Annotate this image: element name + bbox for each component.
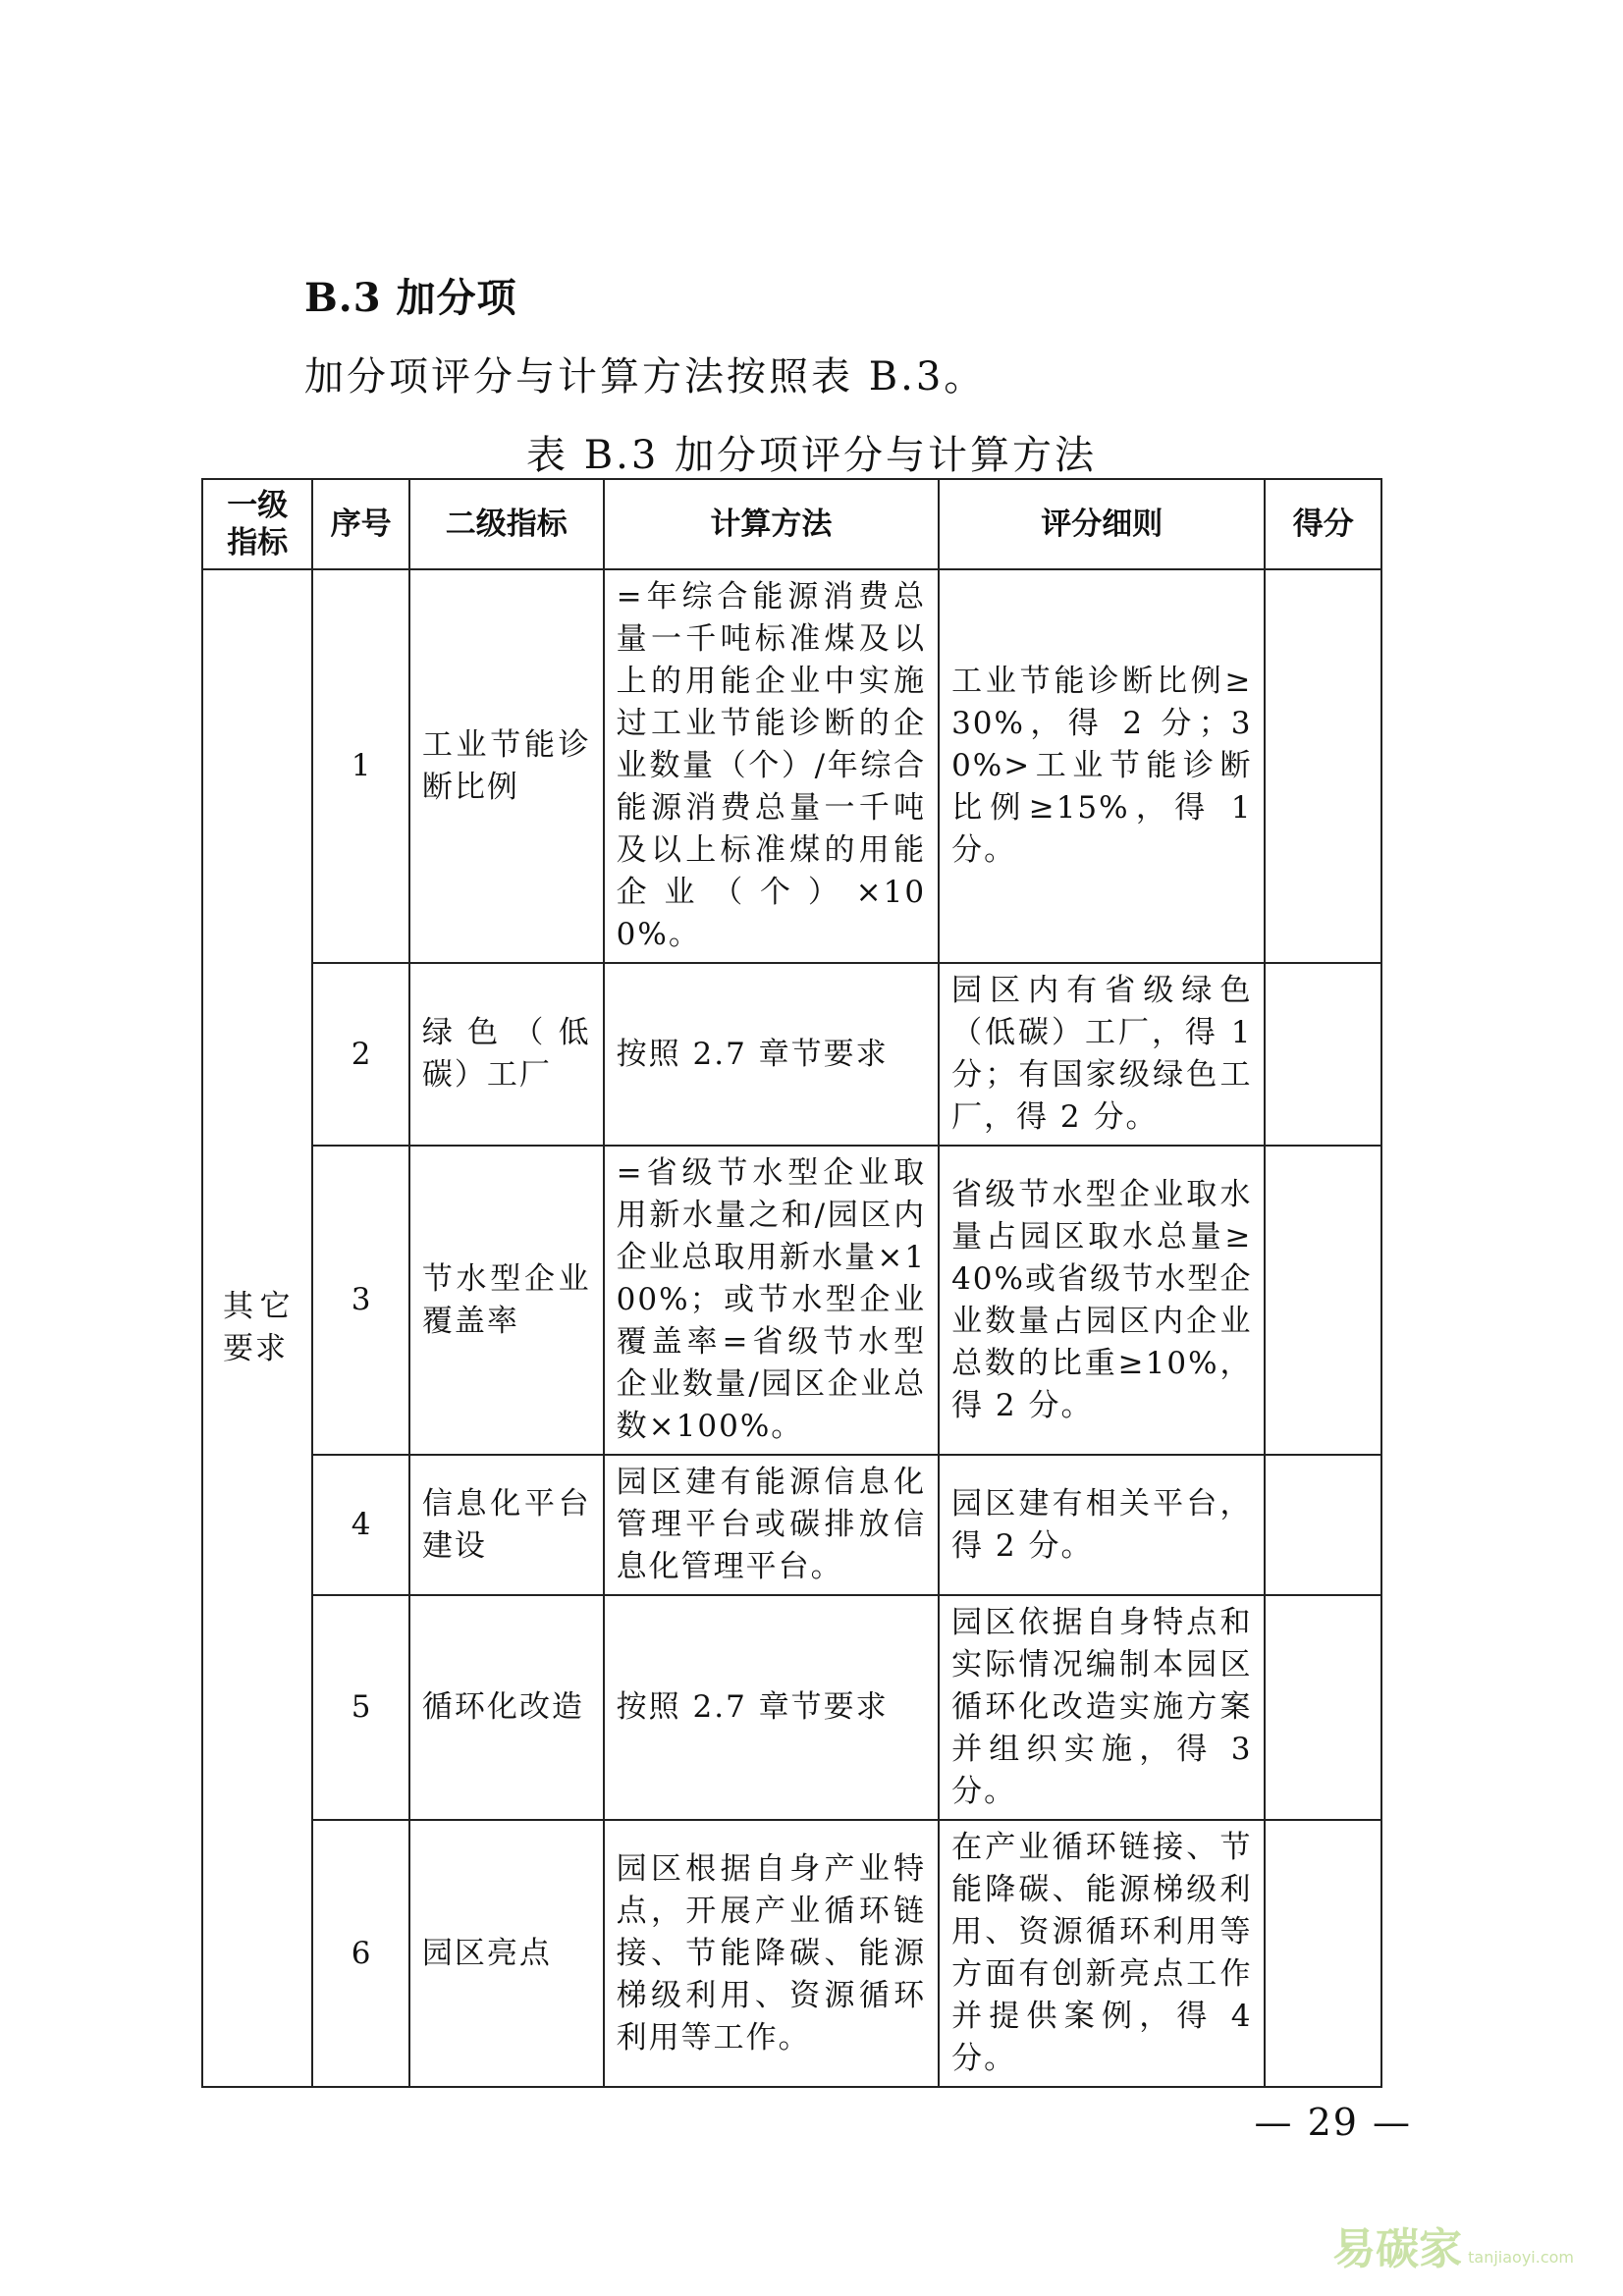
score-cell — [1265, 1146, 1381, 1455]
row-number: 4 — [312, 1455, 408, 1595]
score-cell — [1265, 1595, 1381, 1820]
score-cell — [1265, 569, 1381, 963]
scoring-rule: 园区建有相关平台，得 2 分。 — [939, 1455, 1265, 1595]
calculation-method: 园区根据自身产业特点，开展产业循环链接、节能降碳、能源梯级利用、资源循环利用等工作。 — [604, 1820, 939, 2087]
secondary-indicator: 循环化改造 — [409, 1595, 604, 1820]
row-number: 5 — [312, 1595, 408, 1820]
scoring-rule: 园区依据自身特点和实际情况编制本园区循环化改造实施方案并组织实施，得 3 分。 — [939, 1595, 1265, 1820]
header-score: 得分 — [1265, 479, 1381, 569]
header-rule: 评分细则 — [939, 479, 1265, 569]
scoring-table — [201, 478, 1382, 2088]
section-heading: B.3 加分项 — [304, 275, 517, 321]
first-level-indicator: 其它要求 — [202, 569, 312, 2087]
calculation-method: 按照 2.7 章节要求 — [604, 1595, 939, 1820]
row-number: 2 — [312, 963, 408, 1146]
page-number: — 29 — — [1254, 2101, 1412, 2144]
intro-paragraph: 加分项评分与计算方法按照表 B.3。 — [304, 354, 987, 400]
table-row — [202, 1455, 1381, 1595]
table-row — [202, 963, 1381, 1146]
scoring-rule: 园区内有省级绿色（低碳）工厂，得 1 分；有国家级绿色工厂，得 2 分。 — [939, 963, 1265, 1146]
table-row — [202, 1595, 1381, 1820]
table-row — [202, 1820, 1381, 2087]
calculation-method: 按照 2.7 章节要求 — [604, 963, 939, 1146]
scoring-rule: 在产业循环链接、节能降碳、能源梯级利用、资源循环利用等方面有创新亮点工作并提供案例，得 4 分。 — [939, 1820, 1265, 2087]
header-method: 计算方法 — [604, 479, 939, 569]
row-number: 1 — [312, 569, 408, 963]
table-header-row — [202, 479, 1381, 569]
score-cell — [1265, 963, 1381, 1146]
scoring-rule: 工业节能诊断比例≥30%，得 2 分；30%>工业节能诊断比例≥15%，得 1 分。 — [939, 569, 1265, 963]
watermark-logo — [1332, 2214, 1574, 2276]
table-row — [202, 1146, 1381, 1455]
scoring-rule: 省级节水型企业取水量占园区取水总量≥40%或省级节水型企业数量占园区内企业总数的比重≥10%，得 2 分。 — [939, 1146, 1265, 1455]
score-cell — [1265, 1455, 1381, 1595]
secondary-indicator: 节水型企业覆盖率 — [409, 1146, 604, 1455]
secondary-indicator: 信息化平台建设 — [409, 1455, 604, 1595]
watermark-subtext: tanjiaoyi.com — [1468, 2248, 1574, 2267]
secondary-indicator: 绿色（低碳）工厂 — [409, 963, 604, 1146]
header-indicator: 二级指标 — [409, 479, 604, 569]
calculation-method: =年综合能源消费总量一千吨标准煤及以上的用能企业中实施过工业节能诊断的企业数量（个）/年综合能源消费总量一千吨及以上标准煤的用能企业（个）×100%。 — [604, 569, 939, 963]
secondary-indicator: 工业节能诊断比例 — [409, 569, 604, 963]
row-number: 3 — [312, 1146, 408, 1455]
calculation-method: 园区建有能源信息化管理平台或碳排放信息化管理平台。 — [604, 1455, 939, 1595]
row-number: 6 — [312, 1820, 408, 2087]
header-no: 序号 — [312, 479, 408, 569]
score-cell — [1265, 1820, 1381, 2087]
table-row — [202, 569, 1381, 963]
watermark-text: 易碳家 — [1332, 2224, 1463, 2274]
header-level1: 一级指标 — [202, 479, 312, 569]
table-caption: 表 B.3 加分项评分与计算方法 — [526, 433, 1097, 478]
calculation-method: =省级节水型企业取用新水量之和/园区内企业总取用新水量×100%；或节水型企业覆盖率=省级节水型企业数量/园区企业总数×100%。 — [604, 1146, 939, 1455]
secondary-indicator: 园区亮点 — [409, 1820, 604, 2087]
